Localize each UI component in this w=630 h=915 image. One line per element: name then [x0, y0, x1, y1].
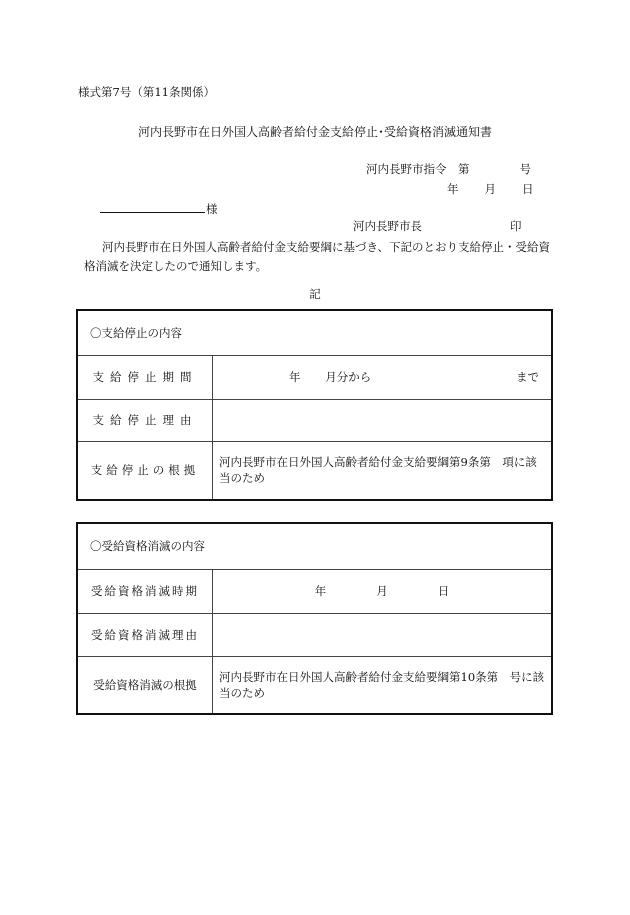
suspension-period-year: 年 — [289, 370, 301, 384]
extinction-date-value — [213, 569, 553, 613]
document-title: 河内長野市在日外国人高齢者給付金支給停止･受給資格消滅通知書 — [137, 125, 492, 139]
issuer — [353, 218, 522, 234]
document-number-suffix: 号 — [519, 162, 531, 176]
extinction-date-month: 月 — [376, 584, 388, 598]
suspension-basis-label: 支給停止の根拠 — [77, 441, 213, 500]
suspension-heading: 〇支給停止の内容 — [77, 310, 552, 355]
suspension-period-value — [213, 355, 553, 399]
issue-date-month: 月 — [484, 182, 496, 196]
ki-heading: 記 — [309, 287, 321, 301]
issuer-seal: 印 — [510, 219, 522, 233]
suspension-period-month: 月分から — [325, 370, 372, 384]
extinction-date-day: 日 — [437, 584, 450, 598]
document-number-prefix: 河内長野市指令 第 — [366, 162, 470, 176]
suspension-period-label: 支給停止期間 — [77, 355, 213, 399]
suspension-basis-value: 河内長野市在日外国人高齢者給付金支給要綱第9条第 項に該当のため — [213, 441, 553, 500]
extinction-basis-value: 河内長野市在日外国人高齢者給付金支給要綱第10条第 号に該当のため — [213, 656, 553, 714]
extinction-reason-value — [213, 613, 553, 656]
notice-body-text: 河内長野市在日外国人高齢者給付金支給要綱に基づき、下記のとおり支給停止・受給資格消滅を決定したので通知します。 — [84, 240, 551, 273]
extinction-date-label: 受給資格消滅時期 — [77, 569, 213, 613]
issue-date-day: 日 — [522, 182, 534, 196]
issue-date — [447, 181, 534, 197]
suspension-reason-value — [213, 399, 553, 441]
addressee-name-line — [100, 202, 205, 213]
suspension-reason-label: 支給停止理由 — [77, 399, 213, 441]
extinction-table — [76, 522, 553, 715]
form-number-label: 様式第7号（第11条関係） — [78, 85, 215, 99]
suspension-table — [76, 309, 553, 501]
document-number — [366, 161, 531, 177]
extinction-reason-label: 受給資格消滅理由 — [77, 613, 213, 656]
addressee-suffix: 様 — [206, 202, 218, 216]
issue-date-year: 年 — [447, 182, 459, 196]
extinction-heading: 〇受給資格消滅の内容 — [77, 523, 552, 569]
suspension-period-until: まで — [516, 370, 539, 384]
extinction-date-year: 年 — [314, 584, 327, 598]
extinction-basis-label: 受給資格消滅の根拠 — [77, 656, 213, 714]
issuer-name: 河内長野市長 — [353, 219, 422, 233]
addressee — [100, 201, 218, 217]
